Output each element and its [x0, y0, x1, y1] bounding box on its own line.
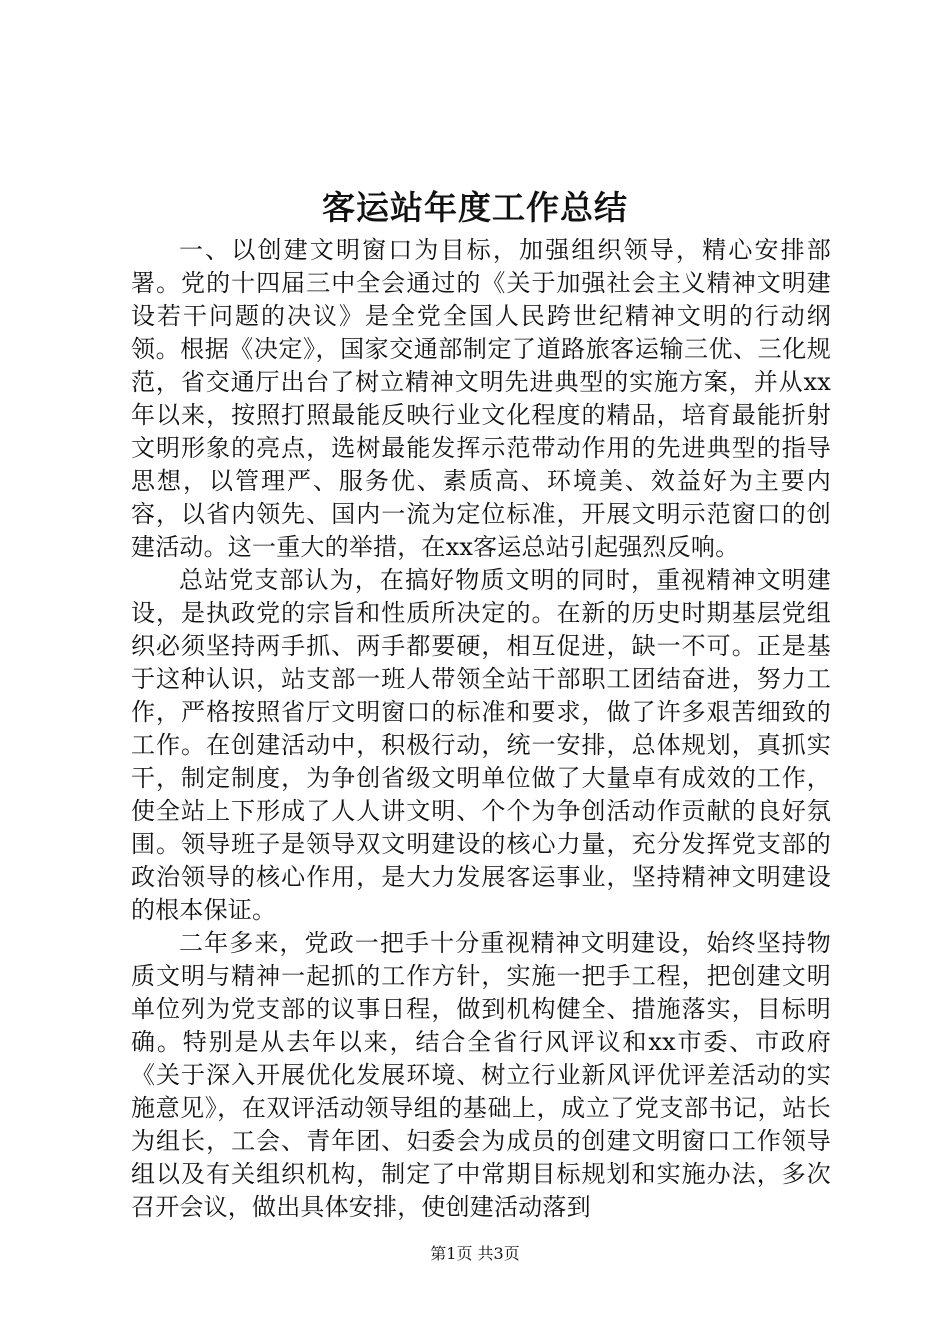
paragraph-3: 二年多来，党政一把手十分重视精神文明建设，始终坚持物质文明与精神一起抓的工作方针，实施一把手工程，把创建文明单位列为党支部的议事日程，做到机构健全、措施落实，目标明确。特别是从去年以来，结合全省行风评议和xx市委、市政府《关于深入开展优化发展环境、树立行业新风评优评差活动的实施意见》，在双评活动领导组的基础上，成立了党支部书记，站长为组长，工会、青年团、妇委会为成员的创建文明窗口工作领导组以及有关组织机构，制定了中常期目标规划和实施办法，多次召开会议，做出具体安排，使创建活动落到: [131, 929, 831, 1221]
paragraph-1: 一、以创建文明窗口为目标，加强组织领导，精心安排部署。党的十四届三中全会通过的《关于加强社会主义精神文明建设若干问题的决议》是全党全国人民跨世纪精神文明的行动纲领。根据《决定》，国家交通部制定了道路旅客运输三优、三化规范，省交通厅出台了树立精神文明先进典型的实施方案，并从xx年以来，按照打照最能反映行业文化程度的精品，培育最能折射文明形象的亮点，选树最能发挥示范带动作用的先进典型的指导思想，以管理严、服务优、素质高、环境美、效益好为主要内容，以省内领先、国内一流为定位标准，开展文明示范窗口的创建活动。这一重大的举措，在xx客运总站引起强烈反响。: [131, 236, 831, 561]
paragraph-2: 总站党支部认为，在搞好物质文明的同时，重视精神文明建设，是执政党的宗旨和性质所决定的。在新的历史时期基层党组织必须坚持两手抓、两手都要硬，相互促进，缺一不可。正是基于这种认识，站支部一班人带领全站干部职工团结奋进，努力工作，严格按照省厅文明窗口的标准和要求，做了许多艰苦细致的工作。在创建活动中，积极行动，统一安排，总体规划，真抓实干，制定制度，为争创省级文明单位做了大量卓有成效的工作，使全站上下形成了人人讲文明、个个为争创活动作贡献的良好氛围。领导班子是领导双文明建设的核心力量，充分发挥党支部的政治领导的核心作用，是大力发展客运事业，坚持精神文明建设的根本保证。: [131, 566, 831, 924]
document-body: [131, 234, 831, 1224]
page-number-footer: 第1页 共3页: [430, 1244, 520, 1263]
document-title: 客运站年度工作总结: [322, 188, 628, 227]
